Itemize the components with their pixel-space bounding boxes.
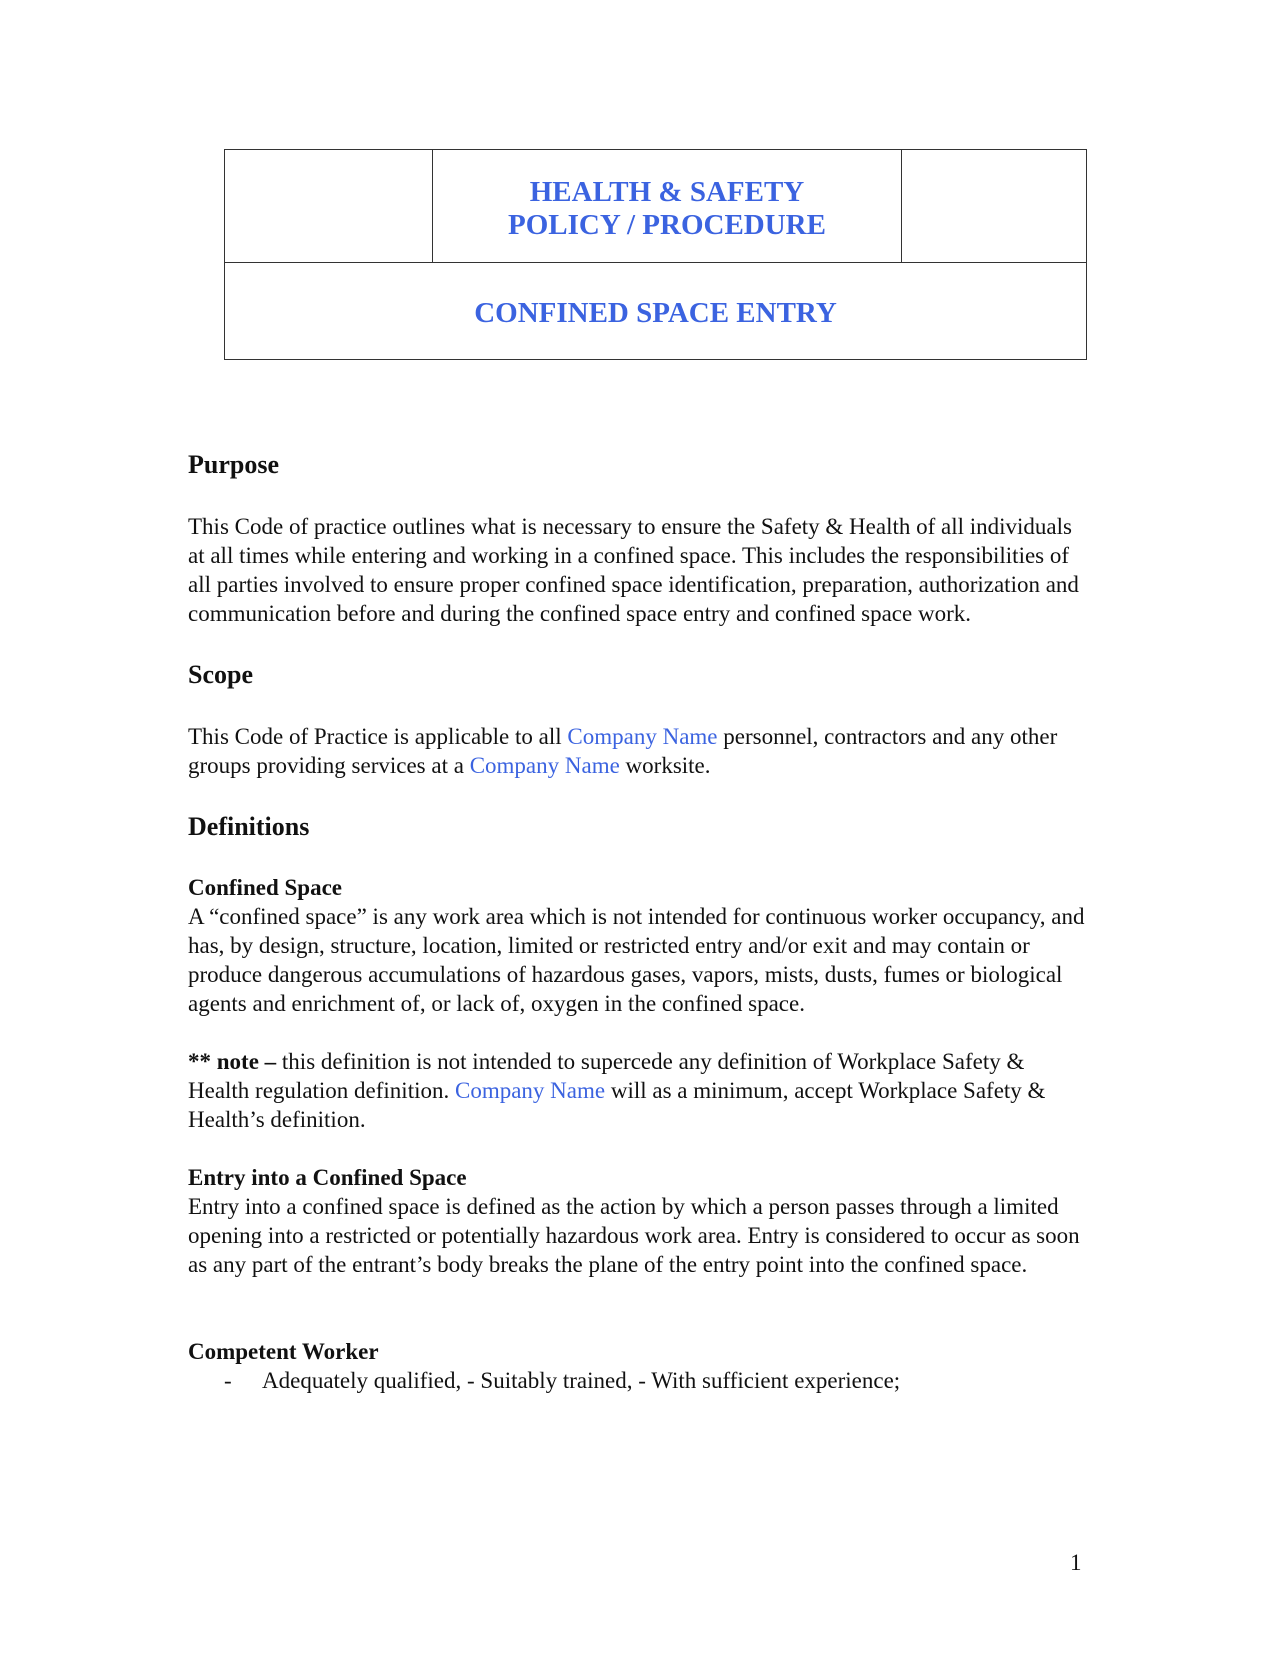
entry-text: Entry into a confined space is defined as the action by which a person passes through a limited opening into a restricted or potentially hazardous work area. Entry is considered to occur as soon as any part of the entrant’s body breaks the plane of the entry point into the confined space.: [188, 1194, 1080, 1277]
definitions-heading: Definitions: [188, 812, 310, 841]
header-cell-title: [433, 150, 902, 262]
title-line-2: POLICY / PROCEDURE: [508, 209, 826, 241]
note-text-part1: this definition is not intended to supercede any definition of Workplace Safety & Health regulation definition.: [188, 1049, 1025, 1103]
header-row-subtitle: [225, 263, 1086, 359]
note-text-part2: will as a minimum, accept Workplace Safety & Health’s definition.: [188, 1078, 1046, 1132]
bullet-dash: -: [224, 1368, 232, 1393]
title-line-1: HEALTH & SAFETY: [529, 176, 805, 208]
header-table: [224, 149, 1087, 360]
company-name-link: Company Name: [469, 753, 620, 778]
scope-heading: Scope: [188, 660, 253, 689]
page-number: 1: [1070, 1550, 1082, 1575]
purpose-heading: Purpose: [188, 450, 279, 479]
company-name-link: Company Name: [454, 1078, 606, 1103]
purpose-text: This Code of practice outlines what is necessary to ensure the Safety & Health of all individuals at all times while entering and working in a confined space. This includes the responsibilities of all parties involved to ensure proper confined space identification, preparation, authorization and communication before and during the confined space entry and confined space work.: [188, 514, 1079, 626]
confined-space-title: Confined Space: [188, 875, 342, 900]
header-row-title: [225, 150, 1086, 263]
header-cell-right: [902, 150, 1086, 262]
bullet-text: Adequately qualified, - Suitably trained, - With sufficient experience;: [262, 1368, 901, 1393]
scope-text-part2: personnel, contractors and any other groups providing services at a: [188, 724, 1058, 778]
scope-text: [188, 722, 1088, 780]
header-cell-left: [225, 150, 433, 262]
company-name-link: Company Name: [567, 724, 718, 749]
scope-text-part1: This Code of Practice is applicable to all: [188, 724, 568, 749]
entry-title: Entry into a Confined Space: [188, 1165, 467, 1190]
document-subtitle: CONFINED SPACE ENTRY: [474, 296, 837, 329]
scope-text-part3: worksite.: [619, 753, 711, 778]
confined-space-text: A “confined space” is any work area which is not intended for continuous worker occupancy, and has, by design, structure, location, limited or restricted entry and/or exit and may contain or produce dangerous accumulations of hazardous gases, vapors, mists, dusts, fumes or biological agents and enrichment of, or lack of, oxygen in the confined space.: [188, 904, 1085, 1016]
note-text: [188, 1047, 1088, 1134]
competent-worker-title: Competent Worker: [188, 1339, 379, 1364]
document-body: [188, 448, 1088, 1395]
note-label: ** note –: [188, 1049, 277, 1074]
list-item: [188, 1366, 1088, 1395]
